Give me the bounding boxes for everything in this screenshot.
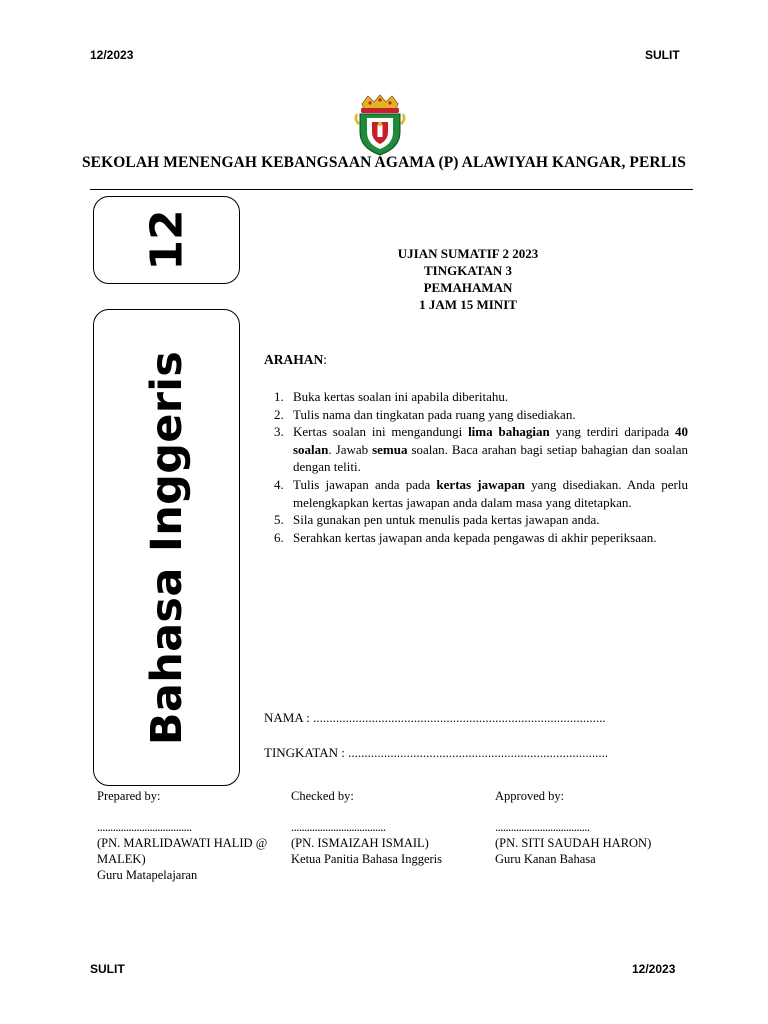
exam-duration: 1 JAM 15 MINIT [419, 297, 517, 312]
page-code-bottom: 12/2023 [632, 962, 676, 976]
instruction-item: 6. Serahkan kertas jawapan anda kepada pengawas di akhir peperiksaan. [274, 529, 657, 545]
exam-paper: PEMAHAMAN [423, 280, 513, 295]
classification-top: SULIT [645, 48, 680, 62]
paper-number: 12 [141, 209, 192, 271]
approved-role: Guru Kanan Bahasa [495, 852, 596, 866]
prepared-role: Guru Matapelajaran [97, 868, 198, 882]
school-crest-icon [354, 94, 406, 156]
approved-name: (PN. SITI SAUDAH HARON) [495, 836, 652, 850]
name-label: NAMA : [264, 710, 314, 725]
name-field[interactable] [264, 710, 606, 726]
subject-box [93, 309, 240, 786]
signature-approved [495, 788, 695, 867]
paper-number-box [93, 196, 240, 284]
school-name: SEKOLAH MENENGAH KEBANGSAAN AGAMA (P) ALAWIYAH KANGAR, PERLIS [81, 154, 687, 171]
prepared-name: (PN. MARLIDAWATI HALID @ MALEK) [97, 836, 268, 866]
name-blank[interactable]: .......................................................................................... [313, 710, 606, 725]
form-blank[interactable]: ................................................................................ [348, 745, 609, 760]
approved-signature-line: .................................... [495, 820, 590, 834]
prepared-signature-line: .................................... [97, 820, 192, 834]
instruction-item: 3. Kertas soalan ini mengandungi lima bahagian yang terdiri daripada 40 soalan. Jawab semua soalan. Baca arahan bagi setiap bahagian dan soalan dengan teliti. [274, 424, 688, 475]
header-divider [90, 189, 693, 190]
page-code-top: 12/2023 [90, 48, 134, 62]
signature-prepared [97, 788, 287, 883]
classification-bottom: SULIT [90, 962, 125, 976]
instruction-item: 2. Tulis nama dan tingkatan pada ruang yang disediakan. [274, 406, 576, 422]
checked-name: (PN. ISMAIZAH ISMAIL) [291, 836, 429, 850]
prepared-label: Prepared by: [97, 789, 161, 803]
exam-info [330, 245, 606, 313]
instruction-item: 4. Tulis jawapan anda pada kertas jawapan yang disediakan. Anda perlu melengkapkan kertas jawapan anda dalam masa yang ditetapkan. [274, 476, 688, 510]
instructions-heading: ARAHAN: [264, 352, 328, 367]
approved-label: Approved by: [495, 789, 565, 803]
instruction-item: 1. Buka kertas soalan ini apabila diberitahu. [274, 389, 509, 404]
exam-form: TINGKATAN 3 [424, 263, 512, 278]
subject-name: Bahasa Inggeris [141, 350, 192, 745]
checked-label: Checked by: [291, 789, 354, 803]
checked-signature-line: .................................... [291, 820, 386, 834]
signature-checked [291, 788, 481, 867]
form-label: TINGKATAN : [264, 745, 349, 760]
checked-role: Ketua Panitia Bahasa Inggeris [291, 852, 442, 866]
instruction-item: 5. Sila gunakan pen untuk menulis pada kertas jawapan anda. [274, 512, 600, 528]
exam-title: UJIAN SUMATIF 2 2023 [397, 246, 539, 261]
form-field[interactable] [264, 745, 608, 761]
instructions-list [264, 388, 688, 546]
